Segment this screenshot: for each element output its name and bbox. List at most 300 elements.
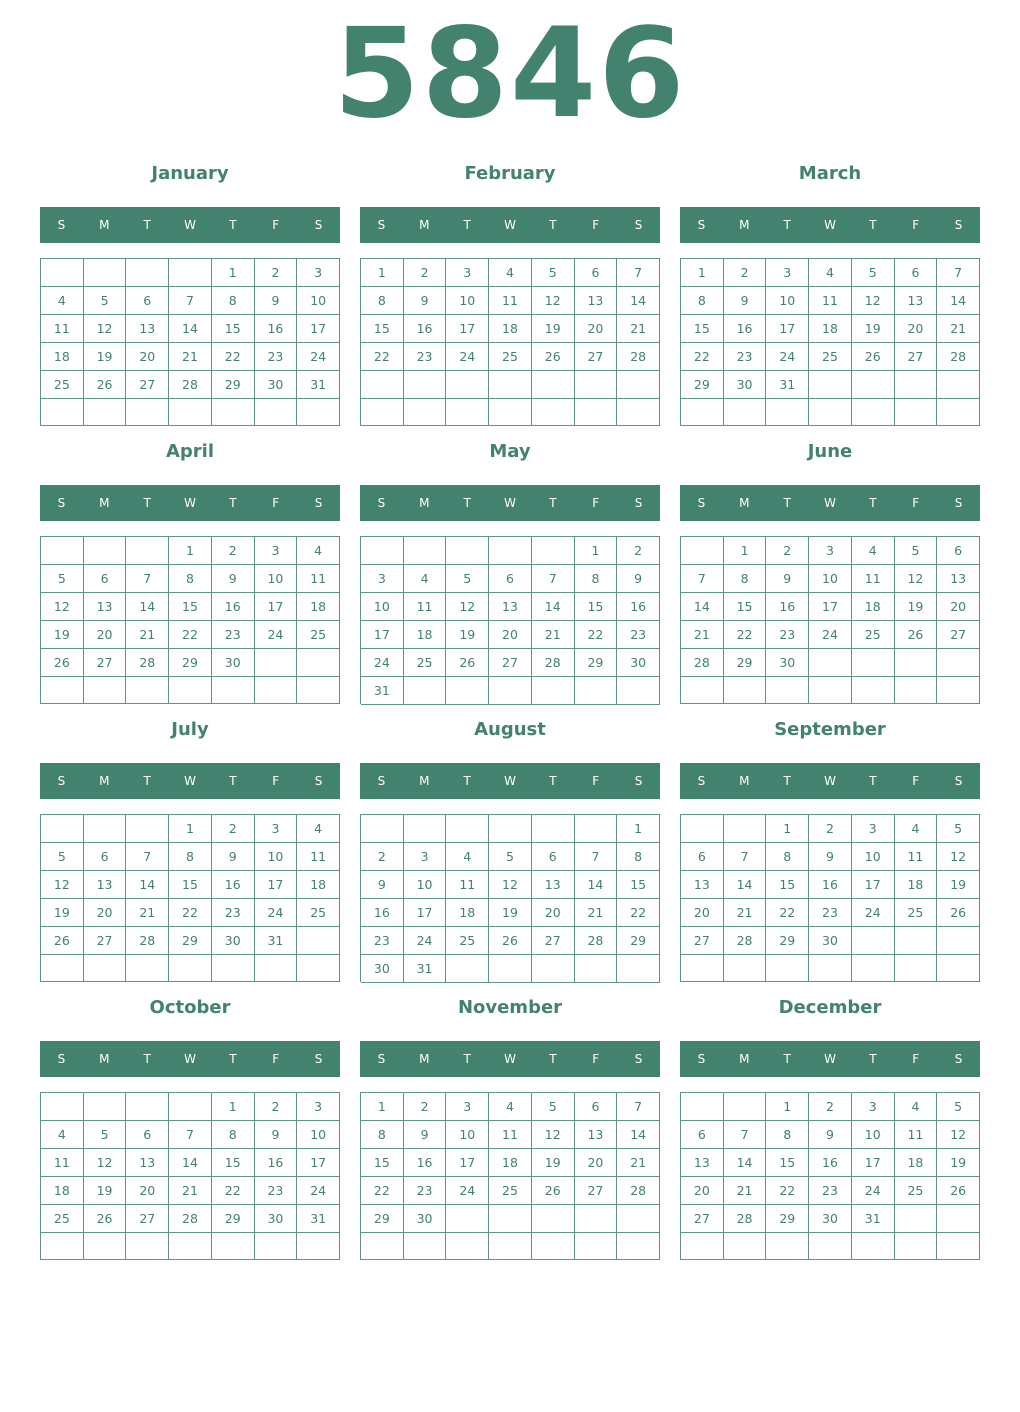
day-cell: 12 [489,871,532,899]
day-cell: 4 [41,287,84,315]
day-cell: 2 [212,815,255,843]
day-cell: 22 [169,899,212,927]
empty-cell [404,371,447,399]
empty-cell [41,537,84,565]
weekday-label: M [739,774,750,788]
empty-cell [361,399,404,427]
day-cell: 26 [41,649,84,677]
day-cell: 19 [41,621,84,649]
empty-cell [84,537,127,565]
weekday-label: T [143,774,151,788]
empty-cell [895,1233,938,1260]
day-cell: 7 [575,843,618,871]
day-cell: 29 [681,371,724,399]
empty-cell [212,1233,255,1260]
day-cell: 27 [532,927,575,955]
day-cell: 31 [255,927,298,955]
empty-cell [297,677,340,704]
empty-cell [126,1093,169,1121]
weekday-label: S [697,496,706,510]
empty-cell [724,677,767,704]
empty-cell [617,677,660,705]
empty-cell [575,815,618,843]
day-cell: 23 [212,899,255,927]
day-cell: 22 [575,621,618,649]
day-cell: 16 [212,593,255,621]
day-cell: 1 [361,1093,404,1121]
empty-cell [446,1233,489,1260]
day-cell: 27 [895,343,938,371]
empty-cell [41,1233,84,1260]
empty-cell [895,1205,938,1233]
day-cell: 26 [532,343,575,371]
day-cell: 2 [404,259,447,287]
empty-cell [937,649,980,677]
day-cell: 6 [84,565,127,593]
weekday-label: S [377,218,386,232]
empty-cell [404,1233,447,1260]
day-cell: 28 [724,927,767,955]
weekday-label: S [377,496,386,510]
weekday-label: M [419,218,430,232]
day-cell: 24 [809,621,852,649]
day-cell: 25 [297,899,340,927]
day-cell: 2 [617,537,660,565]
day-cell: 28 [575,927,618,955]
day-cell: 12 [532,287,575,315]
weekday-header [360,485,660,521]
day-cell: 9 [766,565,809,593]
empty-cell [126,259,169,287]
empty-cell [809,677,852,704]
day-cell: 8 [724,565,767,593]
day-cell: 29 [169,927,212,955]
day-cell: 15 [681,315,724,343]
month-title: September [774,719,886,740]
empty-cell [84,1093,127,1121]
empty-cell [681,1233,724,1260]
weekday-label: T [143,496,151,510]
day-cell: 29 [766,927,809,955]
day-cell: 5 [937,1093,980,1121]
empty-cell [169,399,212,426]
day-cell: 24 [852,1177,895,1205]
day-cell: 1 [575,537,618,565]
weekday-header [680,763,980,799]
day-cell: 19 [852,315,895,343]
day-cell: 29 [766,1205,809,1233]
day-cell: 4 [895,815,938,843]
day-cell: 25 [41,1205,84,1233]
day-cell: 7 [169,287,212,315]
weekday-label: T [229,496,237,510]
empty-cell [361,371,404,399]
day-cell: 10 [361,593,404,621]
day-cell: 2 [255,259,298,287]
weekday-label: M [99,496,110,510]
day-cell: 9 [617,565,660,593]
weekday-label: T [229,774,237,788]
empty-cell [404,399,447,427]
weekday-label: F [912,218,920,232]
empty-cell [937,1205,980,1233]
day-cell: 25 [895,899,938,927]
day-cell: 31 [852,1205,895,1233]
day-grid [40,814,340,982]
day-cell: 14 [681,593,724,621]
weekday-label: F [272,774,280,788]
empty-cell [852,649,895,677]
empty-cell [852,677,895,704]
day-cell: 20 [895,315,938,343]
day-cell: 22 [212,343,255,371]
day-cell: 12 [532,1121,575,1149]
day-cell: 14 [169,1149,212,1177]
day-cell: 27 [489,649,532,677]
day-cell: 1 [766,1093,809,1121]
day-cell: 12 [446,593,489,621]
day-cell: 12 [937,843,980,871]
day-cell: 6 [532,843,575,871]
day-cell: 26 [532,1177,575,1205]
day-cell: 9 [212,843,255,871]
day-cell: 13 [681,1149,724,1177]
day-cell: 23 [809,899,852,927]
empty-cell [126,815,169,843]
empty-cell [255,1233,298,1260]
day-cell: 28 [126,927,169,955]
day-cell: 29 [617,927,660,955]
day-cell: 2 [212,537,255,565]
weekday-label: T [549,1052,557,1066]
day-cell: 11 [489,1121,532,1149]
weekday-label: T [463,1052,471,1066]
day-cell: 22 [766,1177,809,1205]
day-cell: 8 [169,565,212,593]
day-cell: 17 [446,1149,489,1177]
day-cell: 26 [937,899,980,927]
empty-cell [446,815,489,843]
day-grid [360,814,660,982]
empty-cell [84,259,127,287]
empty-cell [575,1205,618,1233]
day-cell: 21 [724,899,767,927]
day-cell: 26 [895,621,938,649]
day-cell: 5 [41,843,84,871]
weekday-label: T [463,496,471,510]
day-cell: 25 [404,649,447,677]
empty-cell [852,371,895,399]
month-title: May [489,441,531,462]
empty-cell [361,537,404,565]
day-cell: 16 [404,1149,447,1177]
day-cell: 10 [255,565,298,593]
empty-cell [446,399,489,427]
weekday-label: W [184,218,196,232]
day-cell: 15 [766,871,809,899]
day-cell: 1 [169,537,212,565]
day-cell: 1 [617,815,660,843]
day-cell: 21 [169,343,212,371]
day-cell: 14 [724,1149,767,1177]
empty-cell [852,399,895,426]
day-cell: 17 [809,593,852,621]
day-cell: 15 [169,871,212,899]
day-cell: 15 [361,1149,404,1177]
day-cell: 10 [297,1121,340,1149]
day-cell: 19 [446,621,489,649]
empty-cell [681,1093,724,1121]
weekday-label: S [697,774,706,788]
weekday-label: M [99,774,110,788]
day-cell: 26 [84,1205,127,1233]
day-cell: 16 [255,315,298,343]
empty-cell [575,677,618,705]
day-cell: 12 [84,315,127,343]
day-cell: 6 [126,1121,169,1149]
day-cell: 29 [212,371,255,399]
day-cell: 3 [852,1093,895,1121]
empty-cell [681,815,724,843]
empty-cell [84,955,127,982]
weekday-label: M [99,1052,110,1066]
empty-cell [169,1093,212,1121]
weekday-label: T [869,774,877,788]
empty-cell [126,1233,169,1260]
day-cell: 16 [617,593,660,621]
month-title: October [149,997,231,1018]
day-cell: 15 [617,871,660,899]
day-cell: 26 [84,371,127,399]
empty-cell [724,955,767,982]
weekday-label: S [634,1052,643,1066]
day-cell: 11 [852,565,895,593]
empty-cell [532,399,575,427]
empty-cell [41,259,84,287]
day-cell: 13 [895,287,938,315]
day-cell: 22 [681,343,724,371]
weekday-label: M [739,218,750,232]
day-cell: 31 [361,677,404,705]
day-cell: 6 [937,537,980,565]
day-grid [680,814,980,982]
day-cell: 16 [724,315,767,343]
empty-cell [895,371,938,399]
day-grid [360,258,660,426]
weekday-label: S [634,774,643,788]
day-cell: 5 [937,815,980,843]
day-cell: 12 [84,1149,127,1177]
weekday-label: W [504,496,516,510]
day-cell: 12 [852,287,895,315]
day-cell: 18 [489,315,532,343]
month-title: January [151,163,229,184]
day-cell: 21 [617,315,660,343]
day-cell: 28 [169,1205,212,1233]
day-cell: 24 [766,343,809,371]
day-cell: 1 [766,815,809,843]
day-cell: 2 [361,843,404,871]
empty-cell [895,677,938,704]
day-cell: 20 [681,1177,724,1205]
day-cell: 4 [489,259,532,287]
day-cell: 20 [575,315,618,343]
day-cell: 5 [852,259,895,287]
empty-cell [41,955,84,982]
day-cell: 16 [255,1149,298,1177]
empty-cell [895,399,938,426]
day-cell: 22 [169,621,212,649]
empty-cell [212,955,255,982]
day-cell: 12 [41,871,84,899]
day-cell: 3 [446,1093,489,1121]
day-cell: 17 [297,315,340,343]
day-cell: 7 [169,1121,212,1149]
day-cell: 30 [404,1205,447,1233]
empty-cell [41,399,84,426]
empty-cell [84,677,127,704]
weekday-label: W [504,774,516,788]
day-cell: 7 [126,843,169,871]
day-cell: 16 [212,871,255,899]
day-cell: 24 [852,899,895,927]
day-grid [40,536,340,704]
day-cell: 5 [84,287,127,315]
day-cell: 21 [617,1149,660,1177]
day-cell: 18 [489,1149,532,1177]
day-cell: 7 [617,259,660,287]
weekday-label: S [57,218,66,232]
day-cell: 22 [766,899,809,927]
day-cell: 21 [724,1177,767,1205]
day-cell: 6 [489,565,532,593]
day-cell: 21 [575,899,618,927]
day-cell: 24 [446,343,489,371]
month-title: December [778,997,882,1018]
day-cell: 10 [297,287,340,315]
day-cell: 8 [361,1121,404,1149]
empty-cell [617,371,660,399]
empty-cell [575,1233,618,1260]
day-cell: 24 [446,1177,489,1205]
day-cell: 23 [766,621,809,649]
day-cell: 11 [297,843,340,871]
day-cell: 18 [895,1149,938,1177]
weekday-header [680,207,980,243]
day-cell: 19 [937,871,980,899]
empty-cell [404,677,447,705]
day-cell: 19 [937,1149,980,1177]
day-cell: 12 [41,593,84,621]
weekday-label: F [592,218,600,232]
day-cell: 20 [937,593,980,621]
day-cell: 27 [681,1205,724,1233]
weekday-label: T [869,218,877,232]
empty-cell [489,371,532,399]
day-cell: 30 [255,1205,298,1233]
day-cell: 17 [361,621,404,649]
day-cell: 14 [617,287,660,315]
weekday-label: T [869,496,877,510]
day-cell: 1 [361,259,404,287]
day-cell: 3 [255,537,298,565]
empty-cell [446,371,489,399]
day-cell: 17 [297,1149,340,1177]
weekday-label: S [954,774,963,788]
day-cell: 13 [489,593,532,621]
day-cell: 29 [575,649,618,677]
weekday-label: S [954,496,963,510]
day-cell: 7 [724,1121,767,1149]
empty-cell [532,371,575,399]
day-cell: 21 [937,315,980,343]
day-cell: 28 [617,1177,660,1205]
day-cell: 3 [297,1093,340,1121]
empty-cell [41,677,84,704]
empty-cell [532,1205,575,1233]
day-cell: 28 [681,649,724,677]
weekday-label: T [143,1052,151,1066]
day-cell: 9 [404,287,447,315]
day-cell: 13 [126,1149,169,1177]
weekday-label: M [739,496,750,510]
day-cell: 11 [895,843,938,871]
day-cell: 11 [895,1121,938,1149]
empty-cell [852,927,895,955]
day-cell: 25 [809,343,852,371]
weekday-label: M [99,218,110,232]
weekday-label: F [912,774,920,788]
empty-cell [297,1233,340,1260]
day-cell: 27 [937,621,980,649]
day-cell: 4 [404,565,447,593]
empty-cell [937,677,980,704]
day-cell: 10 [852,843,895,871]
empty-cell [852,1233,895,1260]
weekday-label: S [57,774,66,788]
day-cell: 13 [575,287,618,315]
day-cell: 5 [895,537,938,565]
empty-cell [446,1205,489,1233]
empty-cell [617,1205,660,1233]
day-cell: 15 [212,315,255,343]
day-cell: 12 [937,1121,980,1149]
empty-cell [169,259,212,287]
day-cell: 8 [575,565,618,593]
day-cell: 8 [681,287,724,315]
day-cell: 4 [297,815,340,843]
day-grid [680,536,980,704]
day-cell: 27 [126,371,169,399]
day-cell: 7 [126,565,169,593]
day-cell: 19 [532,1149,575,1177]
day-cell: 14 [575,871,618,899]
day-cell: 26 [937,1177,980,1205]
empty-cell [446,955,489,983]
day-cell: 30 [617,649,660,677]
day-cell: 23 [255,1177,298,1205]
day-cell: 21 [169,1177,212,1205]
empty-cell [126,955,169,982]
day-cell: 16 [809,1149,852,1177]
empty-cell [895,955,938,982]
day-cell: 28 [126,649,169,677]
day-cell: 6 [84,843,127,871]
weekday-label: T [783,774,791,788]
empty-cell [41,1093,84,1121]
day-cell: 6 [895,259,938,287]
weekday-label: T [463,218,471,232]
